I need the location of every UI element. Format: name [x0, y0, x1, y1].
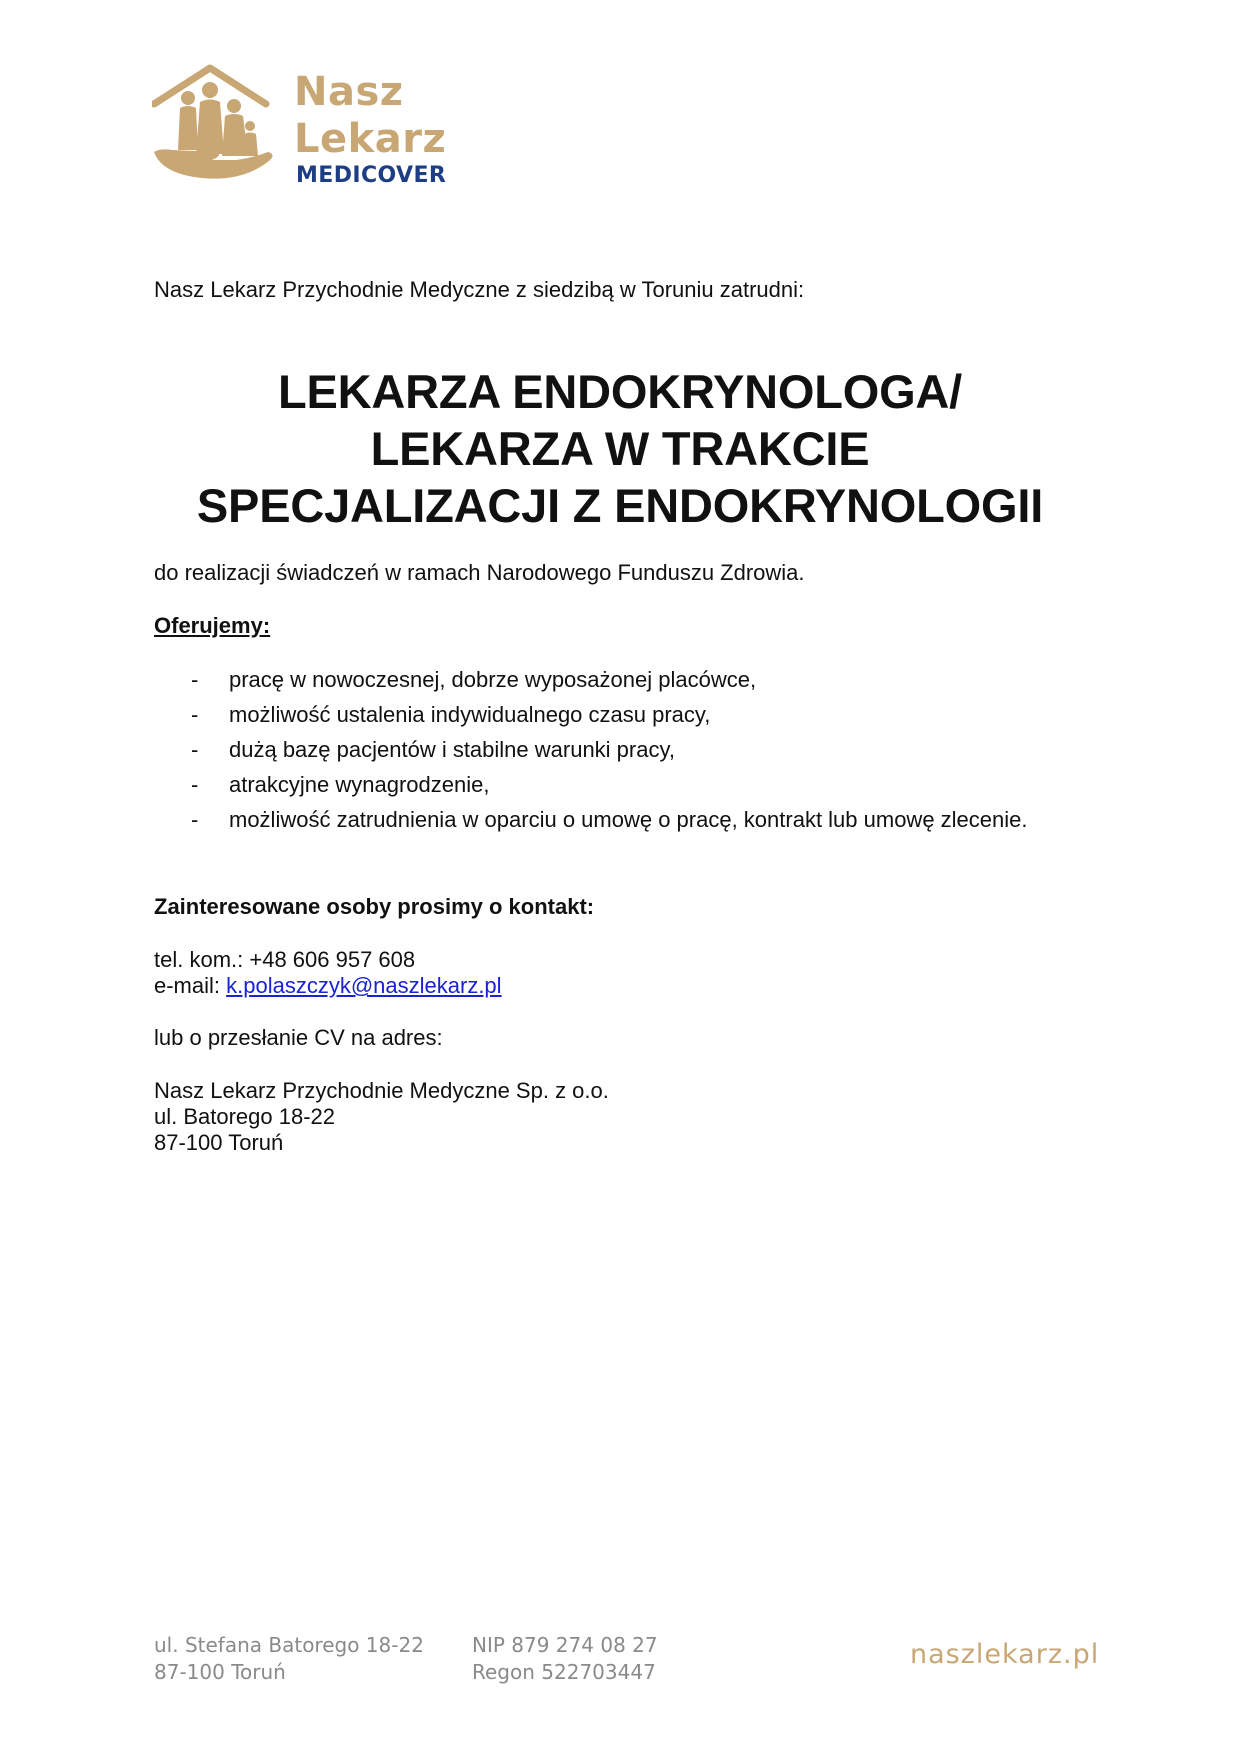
- offer-heading: Oferujemy:: [154, 613, 271, 638]
- logo-brand-medicover: MEDICOVER: [296, 163, 447, 188]
- job-title-line: LEKARZA W TRAKCIE: [370, 422, 870, 475]
- list-item: - możliwość ustalenia indywidualnego czasu pracy,: [191, 702, 711, 727]
- subtitle-text: do realizacji świadczeń w ramach Narodowego Funduszu Zdrowia.: [154, 560, 805, 585]
- list-item: - możliwość zatrudnienia w oparciu o umowę o pracę, kontrakt lub umowę zlecenie.: [191, 807, 1028, 832]
- logo-word-nasz: Nasz: [294, 69, 404, 115]
- list-item: - dużą bazę pacjentów i stabilne warunki pracy,: [191, 737, 675, 762]
- phone-text: tel. kom.: +48 606 957 608: [154, 947, 416, 972]
- contact-heading: Zainteresowane osoby prosimy o kontakt:: [154, 894, 595, 919]
- list-item-text: atrakcyjne wynagrodzenie,: [229, 772, 490, 797]
- address-line: ul. Batorego 18-22: [154, 1104, 336, 1129]
- email-label: e-mail:: [154, 973, 227, 998]
- job-title: [120, 363, 1120, 534]
- job-title-line: SPECJALIZACJI Z ENDOKRYNOLOGII: [196, 479, 1044, 532]
- intro-text: Nasz Lekarz Przychodnie Medyczne z siedzibą w Toruniu zatrudni:: [154, 277, 805, 302]
- email-link[interactable]: k.polaszczyk@naszlekarz.pl: [226, 973, 502, 998]
- footer-regon: Regon 522703447: [472, 1660, 656, 1684]
- footer-city: 87-100 Toruń: [154, 1660, 286, 1684]
- footer-company-ids: [472, 1632, 658, 1686]
- list-item-text: możliwość zatrudnienia w oparciu o umowę o pracę, kontrakt lub umowę zlecenie.: [229, 807, 1028, 832]
- email-line: [154, 973, 502, 999]
- footer-address: [154, 1632, 424, 1686]
- footer-street: ul. Stefana Batorego 18-22: [154, 1633, 424, 1657]
- address-line: Nasz Lekarz Przychodnie Medyczne Sp. z o.o.: [154, 1078, 609, 1103]
- company-logo: [152, 64, 452, 194]
- cv-text: lub o przesłanie CV na adres:: [154, 1025, 443, 1050]
- contact-block: [154, 947, 502, 1051]
- list-item-text: dużą bazę pacjentów i stabilne warunki pracy,: [229, 737, 675, 762]
- list-item-text: pracę w nowoczesnej, dobrze wyposażonej placówce,: [229, 667, 757, 692]
- address-line: 87-100 Toruń: [154, 1130, 284, 1155]
- list-item: - atrakcyjne wynagrodzenie,: [191, 772, 490, 797]
- job-title-line: LEKARZA ENDOKRYNOLOGA/: [277, 365, 963, 418]
- list-item: - pracę w nowoczesnej, dobrze wyposażonej placówce,: [191, 667, 757, 692]
- offer-list: [154, 662, 1028, 837]
- postal-address: [154, 1078, 609, 1156]
- list-item-text: możliwość ustalenia indywidualnego czasu pracy,: [229, 702, 711, 727]
- logo-word-lekarz: Lekarz: [294, 116, 447, 162]
- footer-website: naszlekarz.pl: [910, 1639, 1100, 1670]
- house-hand-logo-icon: [152, 64, 282, 189]
- footer-nip: NIP 879 274 08 27: [472, 1633, 658, 1657]
